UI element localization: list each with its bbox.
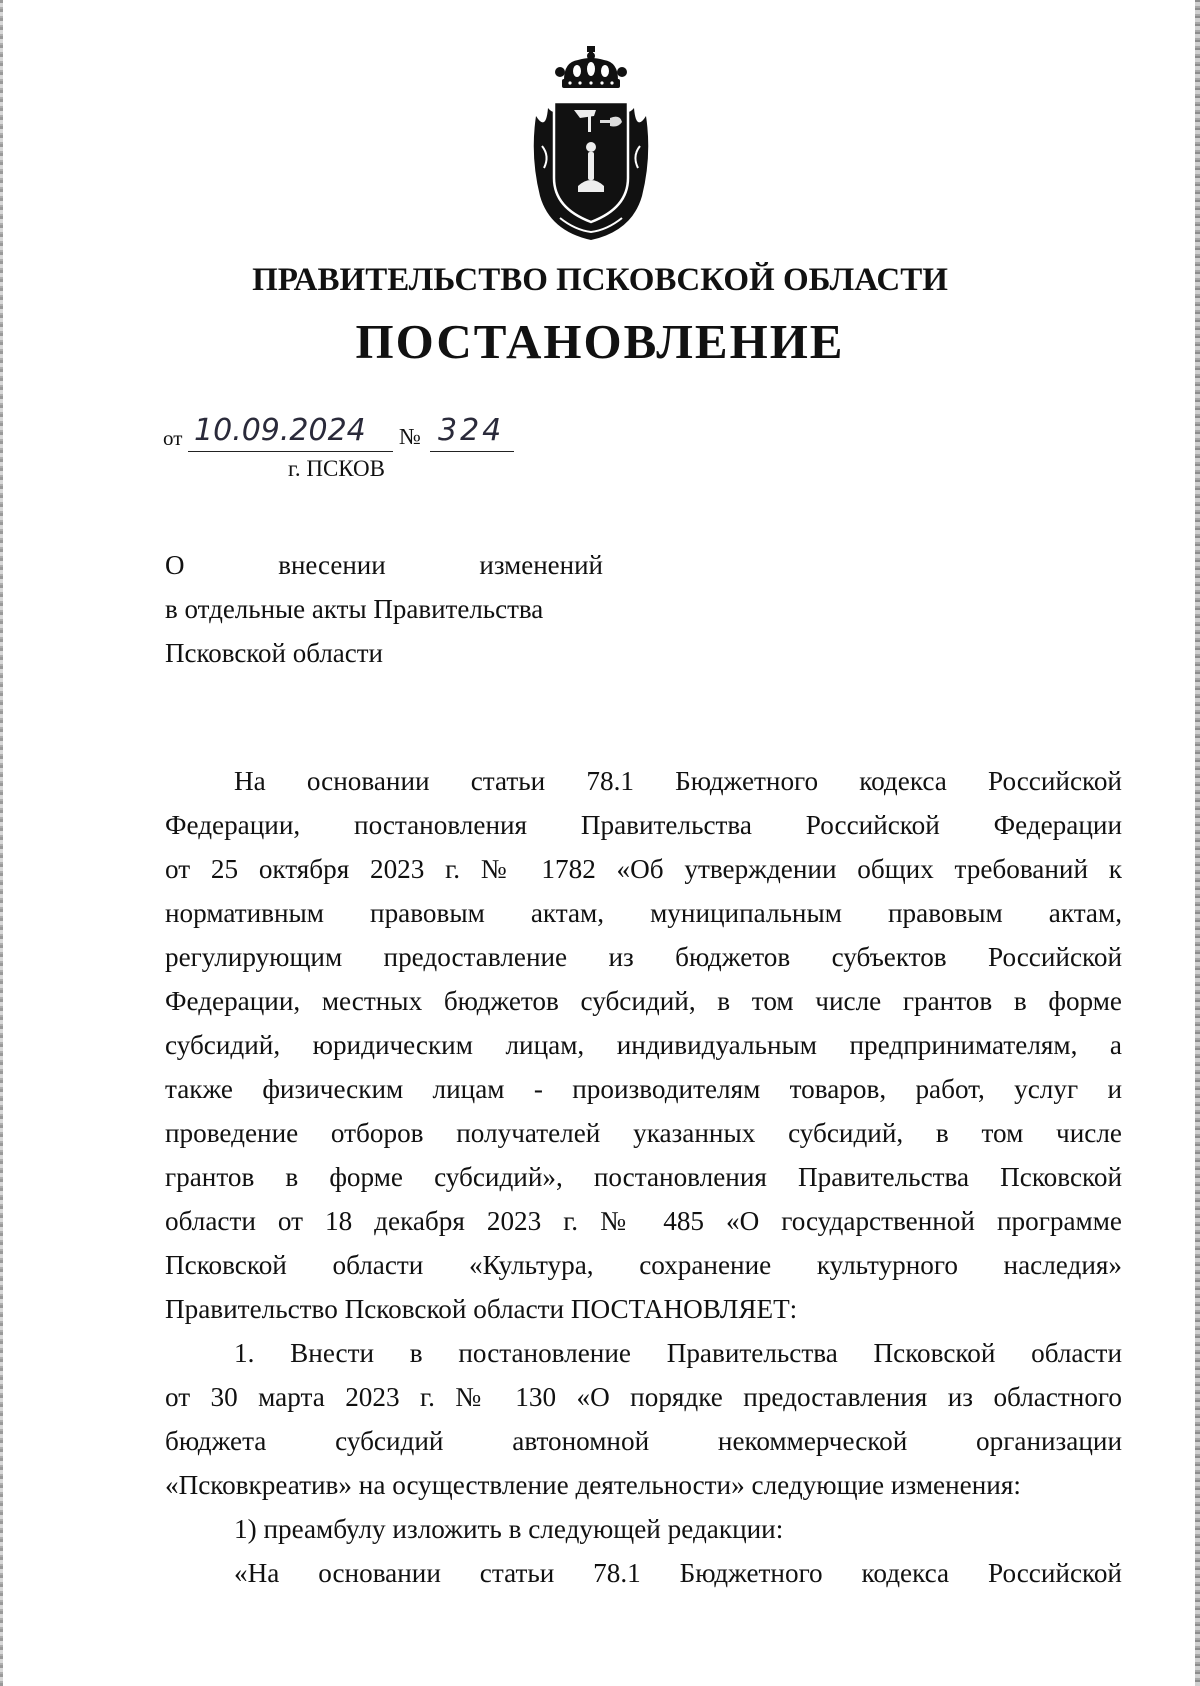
body-line: грантов в форме субсидий», постановления Правительства Псковской [165,1162,1122,1192]
scan-edge-left [0,0,3,1686]
coat-of-arms-emblem [530,46,652,242]
body-line: 1. Внести в постановление Правительства Псковской области [234,1338,1122,1368]
body-line: нормативным правовым актам, муниципальным правовым актам, [165,898,1122,928]
body-line: Псковской области «Культура, сохранение культурного наследия» [165,1250,1122,1280]
document-subject [165,543,603,675]
scan-edge-right [1195,0,1200,1686]
organization-title: ПРАВИТЕЛЬСТВО ПСКОВСКОЙ ОБЛАСТИ [252,262,948,298]
body-line: Федерации, местных бюджетов субсидий, в том числе грантов в форме [165,986,1122,1016]
body-line: бюджета субсидий автономной некоммерческой организации [165,1426,1122,1456]
subject-word: внесении [278,550,386,580]
subject-line: Псковской области [165,638,384,668]
subject-line [165,543,603,587]
document-body [165,759,1122,1595]
body-line: области от 18 декабря 2023 г. № 485 «О государственной программе [165,1206,1122,1236]
city-label: г. ПСКОВ [288,456,386,481]
date-prefix-label: от [163,426,183,450]
subject-word: изменений [479,550,603,580]
body-line: от 30 марта 2023 г. № 130 «О порядке предоставления из областного [165,1382,1122,1412]
body-line: субсидий, юридическим лицам, индивидуальным предпринимателям, а [165,1030,1122,1060]
body-line: «Псковкреатив» на осуществление деятельности» следующие изменения: [165,1470,1021,1500]
document-number: 324 [430,412,514,452]
subject-line: в отдельные акты Правительства [165,594,544,624]
body-line: «На основании статьи 78.1 Бюджетного кодекса Российской [234,1558,1122,1588]
body-line: Правительство Псковской области ПОСТАНОВЛЯЕТ: [165,1294,798,1324]
body-line: регулирующим предоставление из бюджетов субъектов Российской [165,942,1122,972]
body-line: также физическим лицам - производителям товаров, работ, услуг и [165,1074,1122,1104]
document-date: 10.09.2024 [188,412,393,452]
document-type-title: ПОСТАНОВЛЕНИЕ [355,314,845,369]
body-line: проведение отборов получателей указанных субсидий, в том числе [165,1118,1122,1148]
body-line: Федерации, постановления Правительства Российской Федерации [165,810,1122,840]
number-label: № [399,424,421,449]
body-line: от 25 октября 2023 г. № 1782 «Об утверждении общих требований к [165,854,1122,884]
body-line: На основании статьи 78.1 Бюджетного кодекса Российской [234,766,1122,796]
body-line: 1) преамбулу изложить в следующей редакции: [234,1514,784,1544]
subject-word: О [165,550,185,580]
